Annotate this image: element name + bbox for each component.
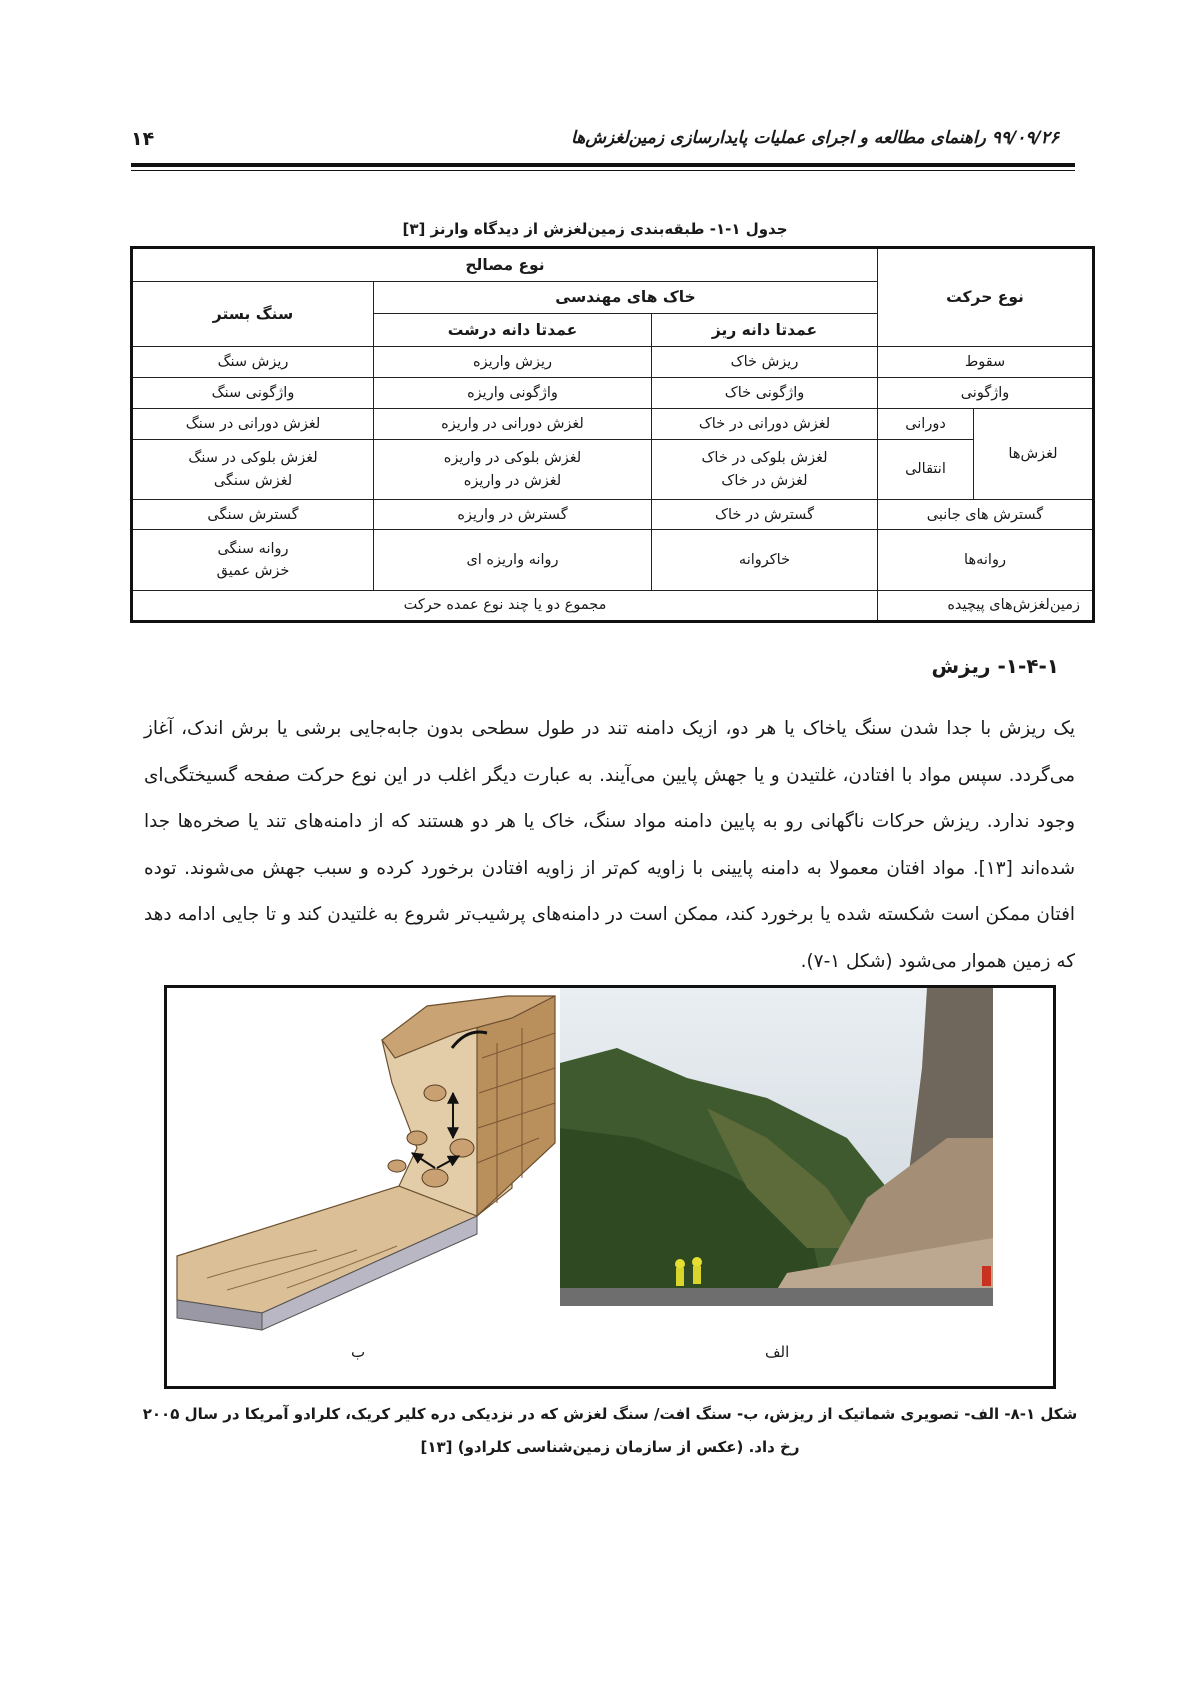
- cell-spreads-fine: گسترش در خاک: [652, 500, 878, 530]
- table-caption: جدول ۱-۱- طبقه‌بندی زمین‌لغزش از دیدگاه وارنز [۳]: [402, 220, 788, 238]
- movement-flows: روانه‌ها: [878, 530, 1094, 591]
- cell-rotational-rock: لغزش دورانی در سنگ: [132, 408, 374, 440]
- cell-spreads-coarse: گسترش در واریزه: [374, 500, 652, 530]
- rockfall-photo: [560, 988, 993, 1306]
- rockfall-schematic: [177, 996, 555, 1330]
- cell-translational-rock-2: لغزش سنگی: [213, 472, 293, 489]
- cell-flows-rock-1: روانه سنگی: [217, 541, 289, 557]
- cell-falls-coarse: ریزش واریزه: [374, 346, 652, 378]
- classification-table: [130, 246, 1095, 623]
- cell-translational-fine-1: لغزش بلوکی در خاک: [701, 450, 828, 467]
- header-rule-thick: [131, 163, 1075, 167]
- material-type-header: نوع مصالح: [132, 248, 878, 282]
- cell-translational-coarse-2: لغزش در واریزه: [463, 472, 562, 489]
- cell-falls-fine: ریزش خاک: [652, 346, 878, 378]
- cell-flows-rock-2: خزش عمیق: [216, 563, 290, 580]
- movement-slides: لغزش‌ها: [974, 408, 1094, 499]
- page-number: ۱۴: [131, 128, 155, 150]
- cell-spreads-rock: گسترش سنگی: [132, 500, 374, 530]
- cell-complex-all: مجموع دو یا چند نوع عمده حرکت: [132, 591, 878, 622]
- cell-flows-rock: [132, 530, 374, 591]
- movement-falls: سقوط: [878, 346, 1094, 378]
- cell-topples-fine: واژگونی خاک: [652, 378, 878, 408]
- figure-label-b: ب: [351, 1343, 366, 1361]
- cell-translational-coarse-1: لغزش بلوکی در واریزه: [443, 450, 582, 467]
- movement-lateral-spreads: گسترش های جانبی: [878, 500, 1094, 530]
- cell-topples-rock: واژگونی سنگ: [132, 378, 374, 408]
- figure-illustrations: [167, 988, 1053, 1386]
- cell-translational-coarse: [374, 440, 652, 500]
- cell-translational-fine-2: لغزش در خاک: [721, 472, 808, 489]
- engineering-soils-header: خاک های مهندسی: [374, 281, 878, 314]
- bedrock-header: سنگ بستر: [132, 281, 374, 346]
- movement-translational: انتقالی: [878, 440, 974, 500]
- movement-type-header: نوع حرکت: [878, 248, 1094, 347]
- cell-topples-coarse: واژگونی واریزه: [374, 378, 652, 408]
- cell-falls-rock: ریزش سنگ: [132, 346, 374, 378]
- fine-grained-header: عمدتا دانه ریز: [652, 314, 878, 347]
- section-heading: ۱-۴-۱- ریزش: [931, 654, 1059, 678]
- movement-rotational: دورانی: [878, 408, 974, 440]
- running-header: ۹۹/۰۹/۲۶ راهنمای مطالعه و اجرای عملیات پایدارسازی زمین‌لغزش‌ها: [571, 128, 1059, 148]
- cell-translational-rock-1: لغزش بلوکی در سنگ: [188, 450, 318, 467]
- header-rule-thin: [131, 170, 1075, 171]
- figure-label-alef: الف: [765, 1343, 790, 1361]
- cell-rotational-coarse: لغزش دورانی در واریزه: [374, 408, 652, 440]
- figure-caption: شکل ۱-۸- الف- تصویری شماتیک از ریزش، ب- سنگ افت/ سنگ لغزش که در نزدیکی دره کلیر کریک، کلرادو آمریکا در سال ۲۰۰۵ رخ داد. (عکس از سازمان زمین‌شناسی کلرادو) [۱۳]: [142, 1405, 1078, 1456]
- cell-flows-fine: خاکروانه: [652, 530, 878, 591]
- figure-frame: [164, 985, 1056, 1389]
- body-paragraph: یک ریزش با جدا شدن سنگ یاخاک یا هر دو، ازیک دامنه تند در طول سطحی بدون جابه‌جایی برشی یا برش اندک، آغاز می‌گردد. سپس مواد با افتادن، غلتیدن و یا جهش پایین می‌آیند. به عبارت دیگر اغلب در این نوع حرکت صفحه گسیختگی‌ای وجود ندارد. ریزش حرکات ناگهانی رو به پایین دامنه مواد سنگ، خاک یا هر دو هستند که از دامنه‌های تند یا صخره‌ها جدا شده‌اند [۱۳]. مواد افتان معمولا به دامنه پایینی با زاویه کم‌تر از زاویه افتادن برخورد کرده و سبب جهش می‌شوند. توده افتان ممکن است شکسته شده یا برخورد کند، ممکن است در دامنه‌های پرشیب‌تر شروع به غلتیدن کند و تا جایی ادامه دهد که زمین هموار می‌شود (شکل ۱-۷).: [144, 718, 1075, 972]
- cell-flows-coarse: روانه واریزه ای: [374, 530, 652, 591]
- movement-complex: زمین‌لغزش‌های پیچیده: [878, 591, 1094, 622]
- movement-topples: واژگونی: [878, 378, 1094, 408]
- cell-rotational-fine: لغزش دورانی در خاک: [652, 408, 878, 440]
- cell-translational-rock: [132, 440, 374, 500]
- coarse-grained-header: عمدتا دانه درشت: [374, 314, 652, 347]
- cell-translational-fine: [652, 440, 878, 500]
